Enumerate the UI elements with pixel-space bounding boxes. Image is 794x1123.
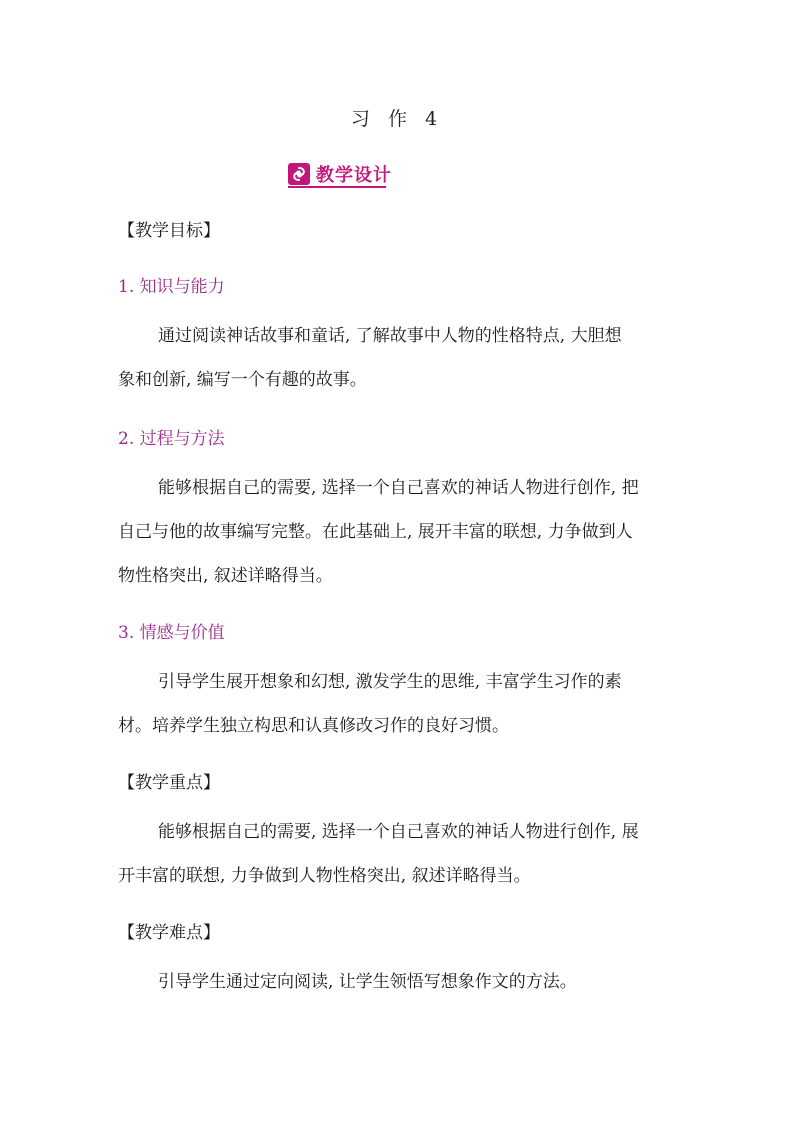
process-paragraph-line-2: 自己与他的故事编写完整。在此基础上, 展开丰富的联想, 力争做到人 [118, 522, 633, 542]
knowledge-paragraph-line-2: 象和创新, 编写一个有趣的故事。 [118, 370, 367, 390]
process-paragraph-line-3: 物性格突出, 叙述详略得当。 [118, 566, 333, 586]
difficulty-line-1: 引导学生通过定向阅读, 让学生领悟写想象作文的方法。 [158, 972, 577, 992]
emotion-value-heading: 3. 情感与价值 [118, 623, 225, 643]
process-method-heading: 2. 过程与方法 [118, 429, 225, 449]
banner-label: 教学设计 [316, 165, 392, 186]
key-points-line-2: 开丰富的联想, 力争做到人物性格突出, 叙述详略得当。 [118, 866, 531, 886]
process-paragraph-line-1: 能够根据自己的需要, 选择一个自己喜欢的神话人物进行创作, 把 [158, 478, 639, 498]
knowledge-paragraph-line-1: 通过阅读神话故事和童话, 了解故事中人物的性格特点, 大胆想 [158, 326, 622, 346]
banner-underline [288, 186, 386, 188]
knowledge-ability-heading: 1. 知识与能力 [118, 277, 225, 297]
key-points-heading: 【教学重点】 [118, 773, 220, 793]
section-banner [288, 160, 392, 188]
page-title: 习 作 4 [350, 108, 444, 130]
emotion-paragraph-line-2: 材。培养学生独立构思和认真修改习作的良好习惯。 [118, 716, 509, 736]
difficulty-heading: 【教学难点】 [118, 923, 220, 943]
key-points-line-1: 能够根据自己的需要, 选择一个自己喜欢的神话人物进行创作, 展 [158, 822, 639, 842]
emotion-paragraph-line-1: 引导学生展开想象和幻想, 激发学生的思维, 丰富学生习作的素 [158, 672, 622, 692]
objectives-heading: 【教学目标】 [118, 221, 220, 241]
swirl-logo-icon [288, 163, 310, 185]
